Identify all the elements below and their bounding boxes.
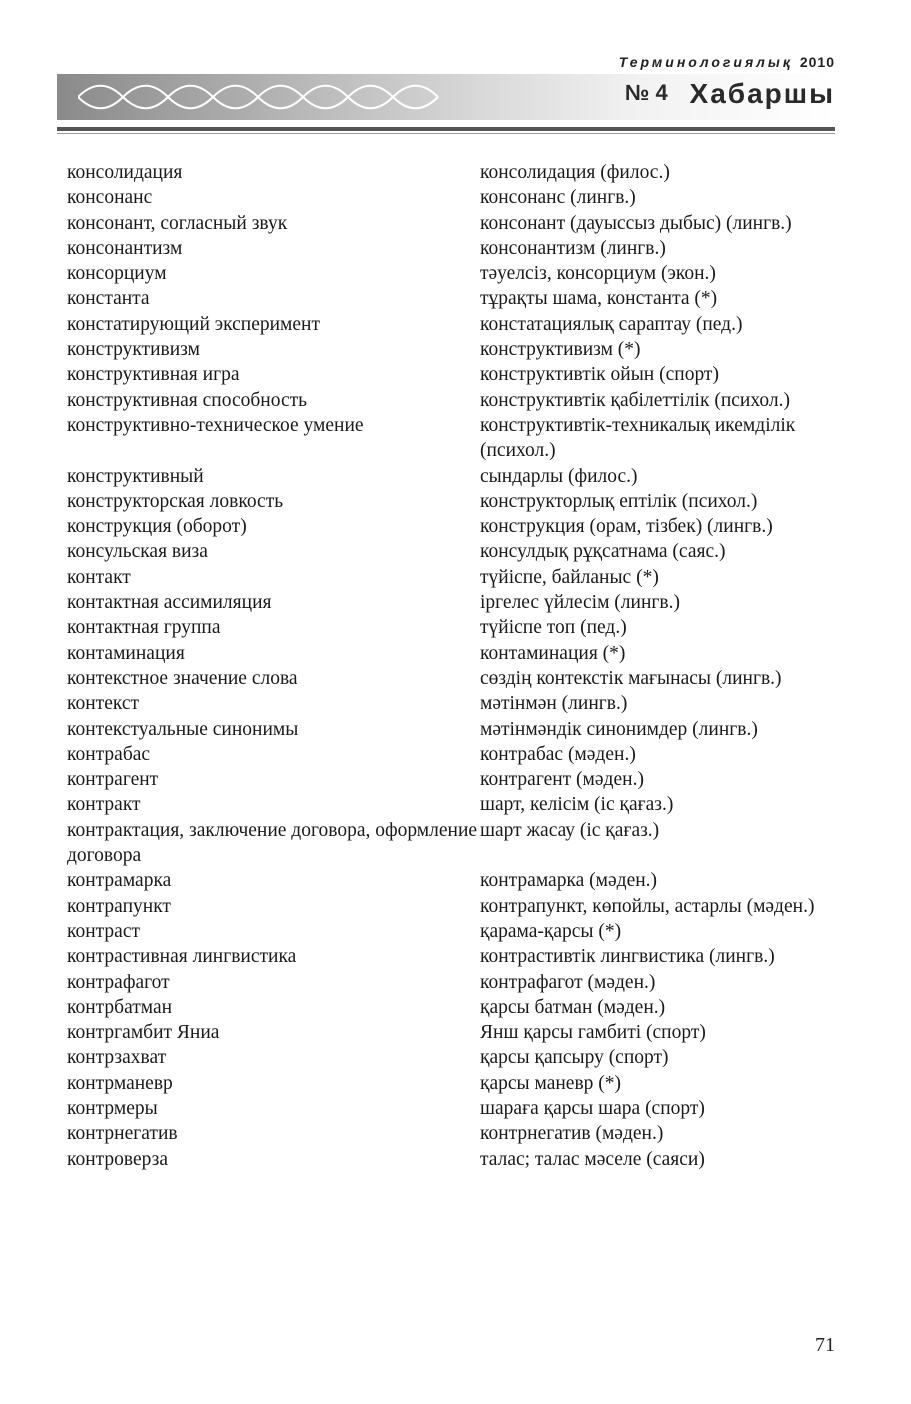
russian-term: контргамбит Яниа <box>67 1022 220 1044</box>
kazakh-term: сөздің контекстік мағынасы (лингв.) <box>480 667 782 689</box>
glossary-entry <box>67 514 837 539</box>
kazakh-term: талас; талас мәселе (саяси) <box>480 1148 705 1170</box>
glossary-entry <box>67 362 837 387</box>
glossary-entry <box>67 1020 837 1045</box>
russian-term: контакт <box>67 566 131 588</box>
journal-name <box>619 54 835 70</box>
russian-term: консорциум <box>67 263 167 285</box>
issue-title <box>625 78 835 110</box>
glossary-entry <box>67 413 837 464</box>
kazakh-term: қарсы маневр (*) <box>480 1072 622 1094</box>
kazakh-term: контрнегатив (мәден.) <box>480 1123 664 1145</box>
kazakh-term: қарсы қапсыру (спорт) <box>480 1047 669 1069</box>
kazakh-term: конструкторлық ептілік (психол.) <box>480 490 758 512</box>
russian-term: контрамарка <box>67 870 172 892</box>
kazakh-term: консонант (дауыссыз дыбыс) (лингв.) <box>480 212 792 234</box>
kazakh-term: консулдық рұқсатнама (саяс.) <box>480 541 726 563</box>
russian-term: конструктивная игра <box>67 364 240 386</box>
russian-term: контактная ассимиляция <box>67 592 272 614</box>
russian-term: консонант, согласный звук <box>67 212 288 234</box>
kazakh-term: конструктивтік ойын (спорт) <box>480 364 719 386</box>
glossary-entry <box>67 1121 837 1146</box>
kazakh-term: шарт, келісім (іс қағаз.) <box>480 794 674 816</box>
header-rule-thin <box>57 133 835 134</box>
kazakh-term: түйіспе топ (пед.) <box>480 617 627 639</box>
russian-term: консонанс <box>67 187 153 209</box>
glossary-entry <box>67 641 837 666</box>
issue-number: № 4 <box>624 80 668 105</box>
page-header <box>0 0 911 140</box>
glossary-entry <box>67 261 837 286</box>
kazakh-term: конструктивтік қабілеттілік (психол.) <box>480 389 790 411</box>
glossary-entry <box>67 894 837 919</box>
glossary-entry <box>67 792 837 817</box>
journal-year: 2010 <box>799 54 835 70</box>
russian-term: контрмеры <box>67 1097 158 1119</box>
glossary-entry <box>67 236 837 261</box>
russian-term: контрафагот <box>67 971 170 993</box>
russian-term: контрзахват <box>67 1047 167 1069</box>
russian-term: конструкторская ловкость <box>67 490 284 512</box>
glossary-entry <box>67 1096 837 1121</box>
kazakh-term: шараға қарсы шара (спорт) <box>480 1097 705 1119</box>
glossary-entry <box>67 995 837 1020</box>
russian-term: контроверза <box>67 1148 169 1170</box>
glossary-list <box>67 160 837 1172</box>
ornament-icon <box>78 80 458 114</box>
russian-term: контекстуальные синонимы <box>67 718 299 740</box>
russian-term: консульская виза <box>67 541 208 563</box>
russian-term: консолидация <box>67 162 183 183</box>
glossary-entry <box>67 1045 837 1070</box>
russian-term: контрастивная лингвистика <box>67 946 297 968</box>
kazakh-term: қарама-қарсы (*) <box>480 920 622 942</box>
kazakh-term: контрагент (мәден.) <box>480 769 644 791</box>
russian-term: контрактация, заключение договора, оформление договора <box>67 819 478 867</box>
russian-term: контраст <box>67 920 141 942</box>
russian-term: конструктивный <box>67 465 204 487</box>
glossary-entry <box>67 767 837 792</box>
header-rule <box>57 127 835 131</box>
kazakh-term: контрафагот (мәден.) <box>480 971 656 993</box>
glossary-entry <box>67 717 837 742</box>
glossary-entry <box>67 337 837 362</box>
russian-term: контрабас <box>67 743 151 765</box>
kazakh-term: конструктивизм (*) <box>480 339 641 361</box>
kazakh-term: конструктивтік-техникалық икемділік (психол.) <box>480 414 796 462</box>
russian-term: контрманевр <box>67 1072 173 1094</box>
russian-term: контрапункт <box>67 895 171 917</box>
kazakh-term: контрастивтік лингвистика (лингв.) <box>480 946 775 968</box>
glossary-entry <box>67 818 837 869</box>
glossary-entry <box>67 286 837 311</box>
russian-term: контрнегатив <box>67 1123 178 1145</box>
glossary-entry <box>67 1147 837 1172</box>
glossary-entry <box>67 160 837 185</box>
glossary-entry <box>67 868 837 893</box>
kazakh-term: тұрақты шама, константа (*) <box>480 288 718 310</box>
kazakh-term: контрабас (мәден.) <box>480 743 636 765</box>
journal-name-text: Терминологиялық <box>618 54 793 70</box>
glossary-entry <box>67 691 837 716</box>
russian-term: контактная группа <box>67 617 221 639</box>
kazakh-term: Янш қарсы гамбиті (спорт) <box>480 1022 706 1044</box>
glossary-entry <box>67 565 837 590</box>
russian-term: конструктивно-техническое умение <box>67 414 364 436</box>
kazakh-term: консонанс (лингв.) <box>480 187 636 209</box>
russian-term: конструкция (оборот) <box>67 516 247 538</box>
russian-term: констатирующий эксперимент <box>67 313 321 335</box>
kazakh-term: сындарлы (филос.) <box>480 465 638 487</box>
kazakh-term: шарт жасау (іс қағаз.) <box>480 819 660 841</box>
russian-term: конструктивная способность <box>67 389 308 411</box>
glossary-entry <box>67 742 837 767</box>
glossary-entry <box>67 944 837 969</box>
glossary-entry <box>67 211 837 236</box>
glossary-entry <box>67 970 837 995</box>
glossary-entry <box>67 590 837 615</box>
glossary-entry <box>67 185 837 210</box>
kazakh-term: қарсы батман (мәден.) <box>480 996 666 1018</box>
kazakh-term: конструкция (орам, тізбек) (лингв.) <box>480 516 773 538</box>
russian-term: контракт <box>67 794 141 816</box>
russian-term: контекстное значение слова <box>67 667 298 689</box>
russian-term: конструктивизм <box>67 339 200 361</box>
glossary-entry <box>67 464 837 489</box>
kazakh-term: түйіспе, байланыс (*) <box>480 566 659 588</box>
glossary-entry <box>67 388 837 413</box>
kazakh-term: мәтінмән (лингв.) <box>480 693 628 715</box>
russian-term: контаминация <box>67 642 185 664</box>
russian-term: константа <box>67 288 150 310</box>
glossary-entry <box>67 489 837 514</box>
kazakh-term: тәуелсіз, консорциум (экон.) <box>480 263 716 285</box>
glossary-entry <box>67 919 837 944</box>
journal-title: Хабаршы <box>689 78 835 109</box>
kazakh-term: контаминация (*) <box>480 642 626 664</box>
glossary-entry <box>67 615 837 640</box>
kazakh-term: консолидация (филос.) <box>480 162 670 183</box>
kazakh-term: констатациялық сараптау (пед.) <box>480 313 743 335</box>
glossary-entry <box>67 666 837 691</box>
kazakh-term: іргелес үйлесім (лингв.) <box>480 592 680 614</box>
russian-term: контекст <box>67 693 140 715</box>
glossary-entry <box>67 1071 837 1096</box>
kazakh-term: консонантизм (лингв.) <box>480 237 666 259</box>
russian-term: консонантизм <box>67 237 183 259</box>
glossary-entry <box>67 539 837 564</box>
russian-term: контрагент <box>67 769 159 791</box>
page-number: 71 <box>815 1334 835 1356</box>
russian-term: контрбатман <box>67 996 173 1018</box>
kazakh-term: контрапункт, көпойлы, астарлы (мәден.) <box>480 895 815 917</box>
kazakh-term: контрамарка (мәден.) <box>480 870 658 892</box>
kazakh-term: мәтінмәндік синонимдер (лингв.) <box>480 718 758 740</box>
glossary-entry <box>67 312 837 337</box>
